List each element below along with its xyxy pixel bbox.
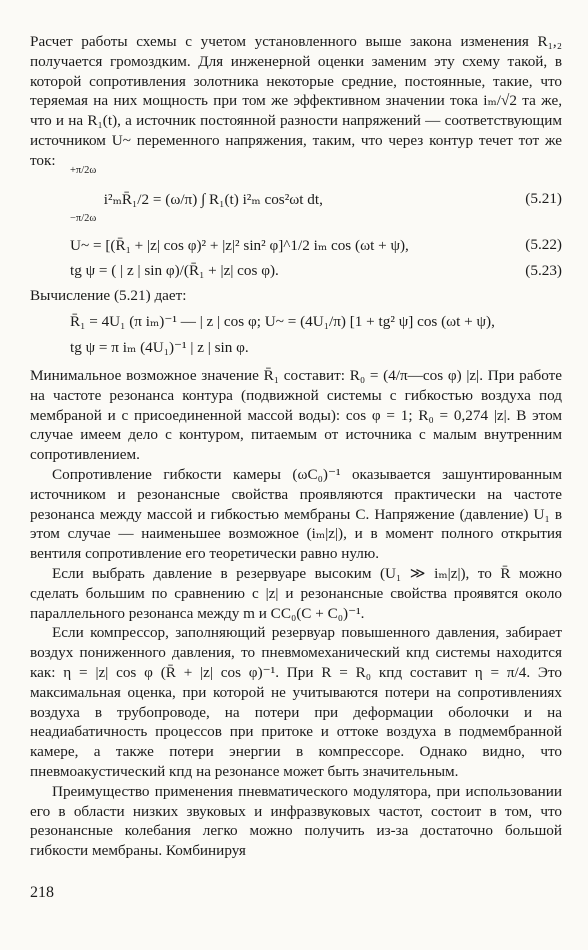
paragraph-chamber: Сопротивление гибкости камеры (ωC₀)⁻¹ оказывается зашунтированным источником и резонансные свойства проявляются практически на частоте резонанса между массой и гибкостью мембраны C. Напряжение (давление) U₁ в этом случае — наименьшее возможное (iₘ|z|), и в момент полного открытия вентиля сопротивление его теоретически равно нулю. (30, 465, 562, 563)
paragraph-advantage: Преимущество применения пневматического модулятора, при использовании его в области низких звуковых и инфразвуковых частот, состоит в том, что резонансные колебания легко можно получить из-за достаточно большой гибкости мембраны. Комбинируя (30, 782, 562, 860)
paragraph-intro (30, 32, 562, 171)
integral-sign (70, 164, 100, 224)
equation-number: (5.23) (525, 262, 562, 279)
equation-text: R̄₁ = 4U₁ (π iₘ)⁻¹ — | z | cos φ; U~ = (4U₁/π) [1 + tg² ψ] cos (ωt + ψ), (70, 313, 495, 330)
paragraph-reservoir: Если выбрать давление в резервуаре высоким (U₁ ≫ iₘ|z|), то R̄ можно сделать большим по сравнению с |z| и резонансные свойства проявятся около параллельного резонанса между m и CC₀(C + C₀)⁻¹. (30, 564, 562, 622)
integral-lower-limit: −π/2ω (70, 212, 97, 224)
equation-text: tg ψ = ( | z | sin φ)/(R̄₁ + |z| cos φ). (70, 262, 279, 279)
equation-number: (5.22) (525, 236, 562, 253)
paragraph-calculation (30, 286, 562, 306)
paragraph-min-value: Минимальное возможное значение R̄₁ составит: R₀ = (4/π—cos φ) |z|. При работе на частоте резонанса контура (подвижной системы с гибкостью воздуха под мембраной и с присоединенной массой воды): cos φ = 1; R₀ = 0,274 |z|. В этом случае имеем дело с контуром, питаемым от источника с малым внутренним сопротивлением. (30, 367, 562, 464)
page-number: 218 (30, 884, 54, 901)
paragraph-text: Расчет работы схемы с учетом установленного выше закона изменения R₁,₂ получается громоздким. Для инженерной оценки заменим эту схему такой, в которой сопротивления золотника некоторые средние, постоянные, такие, что теряемая на них мощность при том же эффективном значении тока iₘ/√2 та же, что и на R₁(t), а источник постоянной разности напряжений — соответствующим источником U~ переменного напряжения, таким, что через контур течет тот же ток: (30, 33, 562, 169)
equation-text: tg ψ = π iₘ (4U₁)⁻¹ | z | sin φ. (70, 339, 249, 356)
body-text (30, 366, 562, 861)
integral-upper-limit: +π/2ω (70, 164, 97, 176)
equation-text: i²ₘR̄₁/2 = (ω/π) ∫ R₁(t) i²ₘ cos²ωt dt, (103, 191, 323, 208)
equation-text: U~ = [(R̄₁ + |z| cos φ)² + |z|² sin² φ]^1/2 iₘ cos (ωt + ψ), (70, 237, 409, 254)
equation-number: (5.21) (525, 190, 562, 207)
paragraph-compressor: Если компрессор, заполняющий резервуар повышенного давления, забирает воздух пониженного давления, то пневмомеханический кпд системы находится как: η = |z| cos φ (R̄ + |z| cos φ)⁻¹. При R = R₀ кпд составит η = π/4. Это максимальная оценка, при которой не учитываются потери на сопротивлениях воздуха в трубопроводе, на потери при деформации оболочки и на неадиабатичность процессов при притоке и оттоке воздуха в подмембранной камере, а также потери энергии в компрессоре. Однако видно, что пневмоакустический кпд на резонансе может быть значительным. (30, 624, 562, 780)
paragraph-text: Вычисление (5.21) дает: (30, 287, 187, 304)
equation-body (70, 164, 323, 224)
